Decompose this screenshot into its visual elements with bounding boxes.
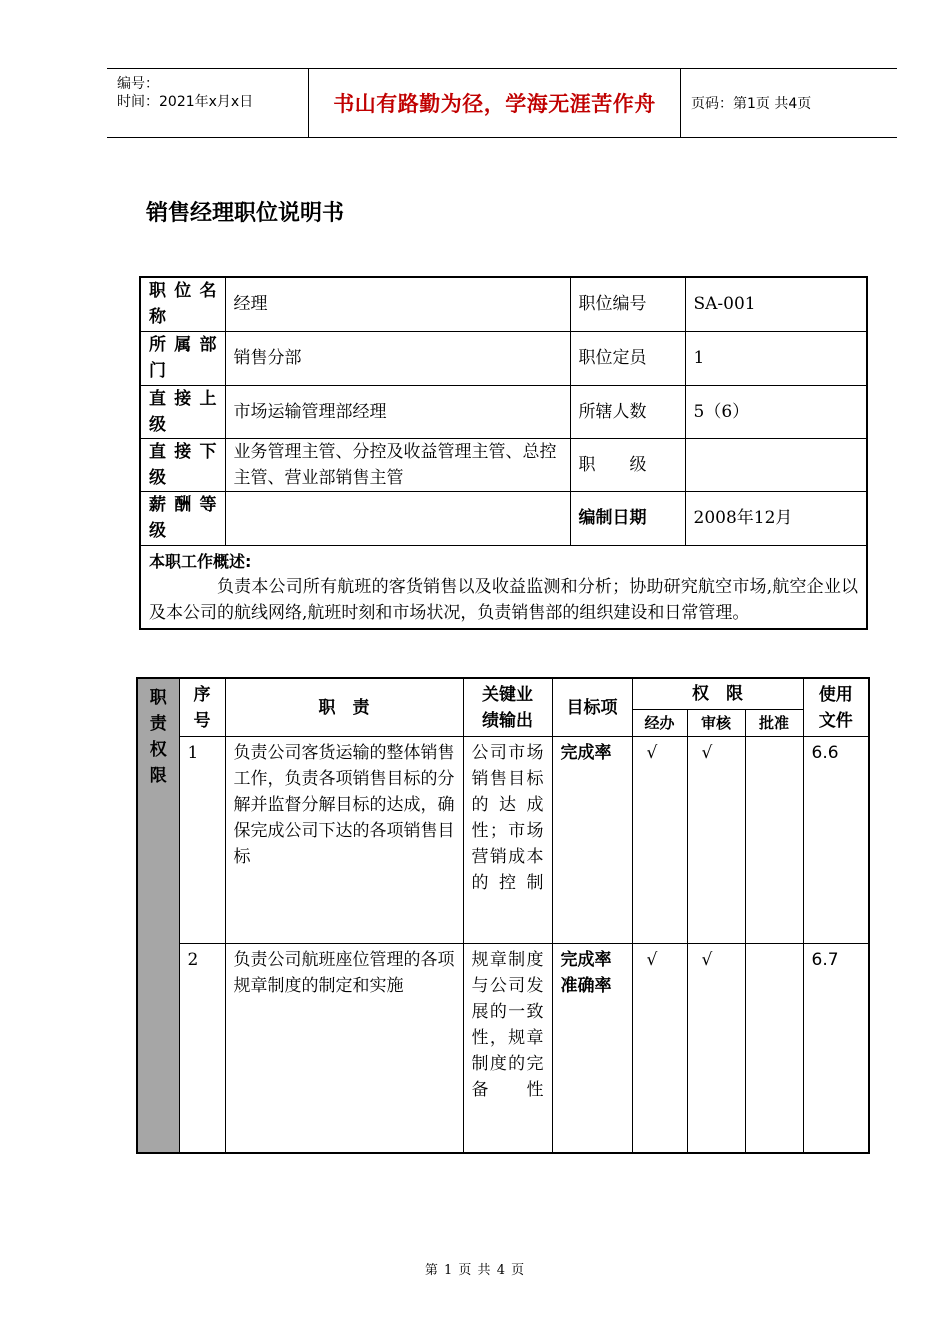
row-target: 完成率 [552, 737, 632, 944]
label-direct-superior: 直接上级 [140, 385, 225, 438]
label-position-code: 职位编号 [570, 277, 685, 331]
info-row [140, 438, 867, 491]
header-review: 审核 [687, 710, 745, 737]
label-salary-grade: 薪酬等级 [140, 491, 225, 545]
header-motto-cell [309, 69, 681, 137]
value-subordinate-count: 5（6） [685, 385, 867, 438]
row-handle: √ [632, 944, 687, 1153]
label-direct-subordinates: 直接下级 [140, 438, 225, 491]
summary-row [140, 545, 867, 629]
value-direct-subordinates: 业务管理主管、分控及收益管理主管、总控主管、营业部销售主管 [225, 438, 570, 491]
row-review: √ [687, 944, 745, 1153]
label-subordinate-count: 所辖人数 [570, 385, 685, 438]
row-duty: 负责公司客货运输的整体销售工作，负责各项销售目标的分解并监督分解目标的达成，确保完成公司下达的各项销售目标 [225, 737, 463, 944]
header-duty: 职 责 [225, 678, 463, 737]
header-target: 目标项 [552, 678, 632, 737]
label-headcount: 职位定员 [570, 331, 685, 385]
position-info-table [139, 276, 868, 630]
row-duty: 负责公司航班座位管理的各项规章制度的制定和实施 [225, 944, 463, 1153]
value-salary-grade [225, 491, 570, 545]
motto: 书山有路勤为径，学海无涯苦作舟 [333, 92, 656, 116]
side-label: 职责权限 [137, 678, 179, 1153]
label-prepared-date: 编制日期 [570, 491, 685, 545]
summary-label: 本职工作概述: [149, 551, 252, 571]
table-row [137, 944, 869, 1153]
value-prepared-date: 2008年12月 [685, 491, 867, 545]
time-label: 时间：2021年x月x日 [117, 94, 254, 110]
row-doc: 6.7 [803, 944, 869, 1153]
page-info: 页码：第1页 共4页 [691, 96, 812, 112]
row-target: 完成率准确率 [552, 944, 632, 1153]
label-position-name: 职位名称 [140, 277, 225, 331]
row-seq: 2 [179, 944, 225, 1153]
label-grade: 职 级 [570, 438, 685, 491]
info-row [140, 491, 867, 545]
row-handle: √ [632, 737, 687, 944]
value-position-name: 经理 [225, 277, 570, 331]
row-kpi: 规章制度与公司发展的一致性，规章制度的完备性 [463, 944, 552, 1153]
row-approve [745, 944, 803, 1153]
header-handle: 经办 [632, 710, 687, 737]
row-kpi: 公司市场销售目标的达成性；市场营销成本的控制 [463, 737, 552, 944]
value-department: 销售分部 [225, 331, 570, 385]
header-meta [107, 69, 309, 137]
header-approve: 批准 [745, 710, 803, 737]
info-row [140, 331, 867, 385]
number-label: 编号： [117, 76, 159, 92]
duties-header-row [137, 678, 869, 710]
header-docs: 使用文件 [803, 678, 869, 737]
document-title: 销售经理职位说明书 [146, 201, 345, 226]
table-row [137, 737, 869, 944]
value-grade [685, 438, 867, 491]
row-approve [745, 737, 803, 944]
label-department: 所属部门 [140, 331, 225, 385]
info-row [140, 277, 867, 331]
info-row [140, 385, 867, 438]
duties-table [136, 677, 870, 1154]
value-direct-superior: 市场运输管理部经理 [225, 385, 570, 438]
page-footer: 第 1 页 共 4 页 [424, 1263, 526, 1278]
value-position-code: SA-001 [685, 277, 867, 331]
row-review: √ [687, 737, 745, 944]
summary-text: 负责本公司所有航班的客货销售以及收益监测和分析；协助研究航空市场,航空企业以及本公司的航线网络,航班时刻和市场状况，负责销售部的组织建设和日常管理。 [149, 576, 858, 623]
page-header [107, 68, 897, 138]
header-kpi: 关键业绩输出 [463, 678, 552, 737]
summary-cell [140, 545, 867, 629]
value-headcount: 1 [685, 331, 867, 385]
header-seq: 序号 [179, 678, 225, 737]
row-doc: 6.6 [803, 737, 869, 944]
header-page-cell [681, 69, 897, 137]
row-seq: 1 [179, 737, 225, 944]
header-authority: 权 限 [632, 678, 803, 710]
